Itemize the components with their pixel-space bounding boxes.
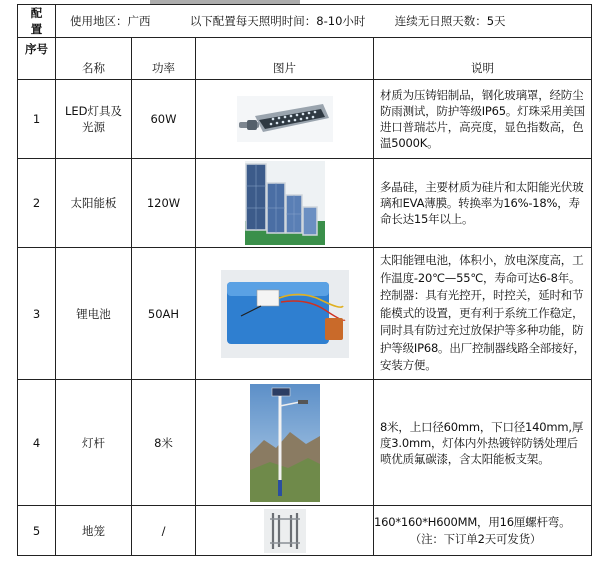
col-seq: 序号 (18, 38, 56, 80)
shipping-note: （注：下订单2天可发货） (409, 531, 542, 546)
led-street-lamp-photo (196, 80, 374, 159)
row-power: 50AH (132, 248, 196, 380)
table-row (18, 506, 592, 556)
solar-panel-photo (196, 159, 374, 248)
table-row (18, 380, 592, 506)
col-picture: 图片 (196, 38, 374, 80)
row-power: 8米 (132, 380, 196, 506)
row-seq: 3 (18, 248, 56, 380)
row-description-text: 160*160*H600MM，用16厘螺杆弯。 (374, 514, 571, 529)
row-description (374, 506, 592, 556)
lithium-battery-photo (196, 248, 374, 380)
config-label: 配 置 (18, 5, 56, 38)
col-power: 功率 (132, 38, 196, 80)
table-row (18, 80, 592, 159)
row-name: 灯杆 (56, 380, 132, 506)
row-description: 太阳能锂电池，体积小，放电深度高，工作温度-20℃—55℃，寿命可达6-8年。控制器：具有光控开，时控关，延时和节能模式的设置，更有利于系统工作稳定，同时具有防过充过放保护等多种功能，防护等级IP68。出厂控制器线路全部接好，安装方便。 (374, 248, 592, 380)
table-row (18, 248, 592, 380)
anchor-cage-photo (196, 506, 374, 556)
lamp-pole-photo (196, 380, 374, 506)
spec-table (17, 4, 592, 556)
config-header-row (18, 5, 592, 38)
row-seq: 2 (18, 159, 56, 248)
row-seq: 4 (18, 380, 56, 506)
row-name: 锂电池 (56, 248, 132, 380)
col-name: 名称 (56, 38, 132, 80)
row-name: 地笼 (56, 506, 132, 556)
config-info (56, 5, 592, 38)
row-seq: 1 (18, 80, 56, 159)
row-name: 太阳能板 (56, 159, 132, 248)
col-description: 说明 (374, 38, 592, 80)
row-seq: 5 (18, 506, 56, 556)
row-description: 多晶硅，主要材质为硅片和太阳能光伏玻璃和EVA薄膜。转换率为16%-18%，寿命长达15年以上。 (374, 159, 592, 248)
row-name: LED灯具及光源 (56, 80, 132, 159)
rainy-days-text: 连续无日照天数：5天 (394, 14, 506, 28)
row-power: / (132, 506, 196, 556)
table-row (18, 159, 592, 248)
row-power: 120W (132, 159, 196, 248)
column-header-row (18, 38, 592, 80)
lighting-time-text: 以下配置每天照明时间：8-10小时 (189, 14, 366, 28)
region-text: 使用地区：广西 (70, 14, 151, 28)
row-description: 8米，上口径60mm，下口径140mm,厚度3.0mm，灯体内外热镀锌防锈处理后喷优质氟碳漆，含太阳能板支架。 (374, 380, 592, 506)
row-power: 60W (132, 80, 196, 159)
row-description: 材质为压铸铝制品，钢化玻璃罩，经防尘防雨测试，防护等级IP65。灯珠采用美国进口普瑞芯片，高亮度，显色指数高，色温5000K。 (374, 80, 592, 159)
